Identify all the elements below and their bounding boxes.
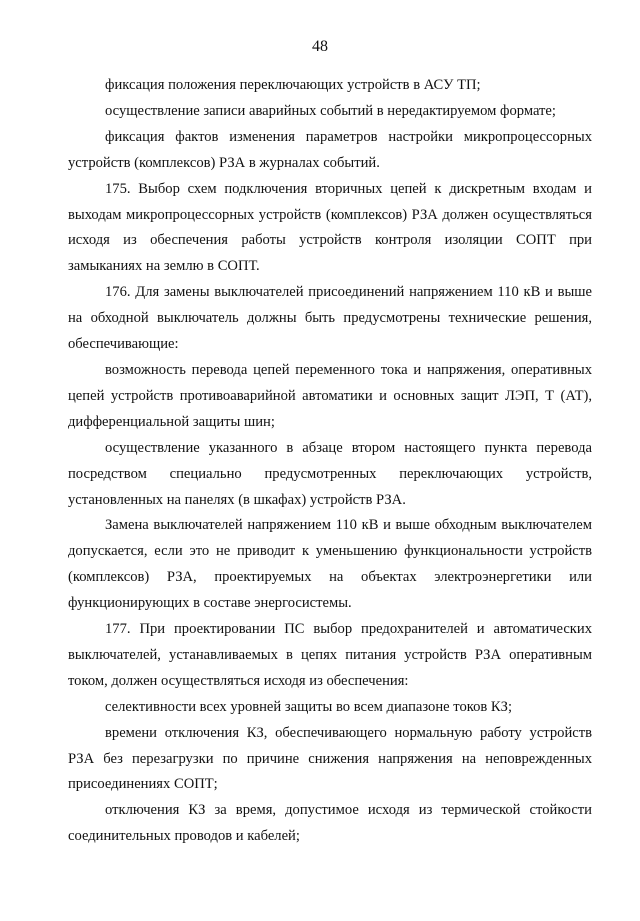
paragraph: 176. Для замены выключателей присоединений напряжением 110 кВ и выше на обходной выключатель должны быть предусмотрены технические решения, обеспечивающие:: [68, 284, 592, 353]
paragraph: селективности всех уровней защиты во всем диапазоне токов КЗ;: [105, 698, 513, 715]
paragraph: времени отключения КЗ, обеспечивающего нормальную работу устройств РЗА без перезагрузки по причине снижения напряжения на неповрежденных присоединениях СОПТ;: [68, 724, 592, 793]
paragraph: отключения КЗ за время, допустимое исходя из термической стойкости соединительных проводов и кабелей;: [68, 802, 592, 845]
paragraph: 175. Выбор схем подключения вторичных цепей к дискретным входам и выходам микропроцессорных устройств (комплексов) РЗА должен осуществляться исходя из обеспечения работы устройств контроля изоляции СОПТ при замыканиях на землю в СОПТ.: [68, 180, 592, 275]
paragraph: фиксация фактов изменения параметров настройки микропроцессорных устройств (комплексов) РЗА в журналах событий.: [68, 128, 592, 171]
page-number: 48: [312, 38, 328, 55]
document-body: [68, 73, 592, 850]
paragraph: осуществление указанного в абзаце втором настоящего пункта перевода посредством специально предусмотренных переключающих устройств, установленных на панелях (в шкафах) устройств РЗА.: [68, 439, 592, 508]
paragraph: возможность перевода цепей переменного тока и напряжения, оперативных цепей устройств противоаварийной автоматики и основных защит ЛЭП, Т (АТ), дифференциальной защиты шин;: [68, 361, 592, 430]
paragraph: 177. При проектировании ПС выбор предохранителей и автоматических выключателей, устанавливаемых в цепях питания устройств РЗА оперативным током, должен осуществляться исходя из обеспечения:: [68, 621, 592, 689]
paragraph: Замена выключателей напряжением 110 кВ и выше обходным выключателем допускается, если это не приводит к уменьшению функциональности устройств (комплексов) РЗА, проектируемых на объектах электроэнергетики или функционирующих в составе энергосистемы.: [68, 517, 592, 612]
paragraph: осуществление записи аварийных событий в нередактируемом формате;: [105, 102, 556, 119]
paragraph: фиксация положения переключающих устройств в АСУ ТП;: [105, 77, 481, 93]
